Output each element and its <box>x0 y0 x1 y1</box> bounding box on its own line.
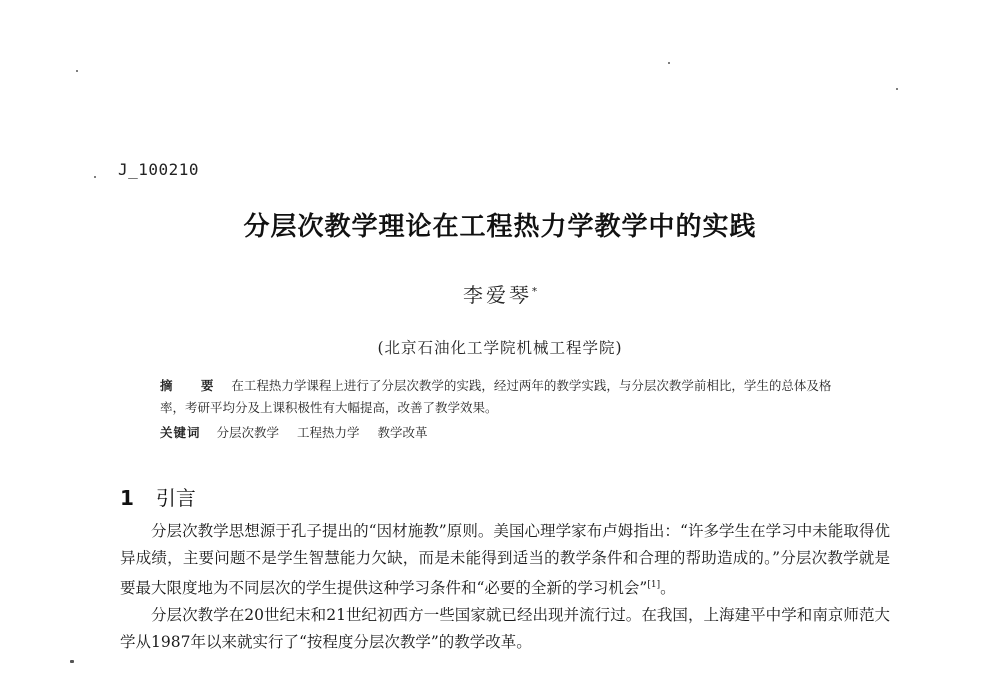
paragraph-text: 分层次教学在20世纪末和21世纪初西方一些国家就已经出现并流行过。在我国，上海建平中学和南京师范大学从1987年以来就实行了“按程度分层次教学”的教学改革。 <box>120 606 890 652</box>
abstract-text: 在工程热力学课程上进行了分层次教学的实践，经过两年的教学实践，与分层次教学前相比，学生的总体及格率，考研平均分及上课积极性有大幅提高，改善了教学效果。 <box>160 378 832 415</box>
paragraph <box>120 602 890 656</box>
keywords-label: 关键词 <box>160 425 201 440</box>
paragraph-text: 分层次教学思想源于孔子提出的“因材施教”原则。美国心理学家布卢姆指出：“许多学生在学习中未能取得优异成绩，主要问题不是学生智慧能力欠缺，而是未能得到适当的教学条件和合理的帮助造成的。”分层次教学就是要最大限度地为不同层次的学生提供这种学习条件和“必要的全新的学习机会” <box>120 522 890 598</box>
abstract-label: 摘 要 <box>160 378 226 393</box>
citation: [1] <box>647 580 661 590</box>
section-number: 1 <box>120 486 134 510</box>
abstract <box>160 375 850 419</box>
keywords <box>160 422 850 444</box>
section-heading <box>120 482 196 511</box>
scan-speck <box>70 660 74 663</box>
paragraph-tail: 。 <box>660 579 676 598</box>
paper-title: 分层次教学理论在工程热力学教学中的实践 <box>243 212 757 242</box>
section-title: 引言 <box>155 486 196 510</box>
affiliation: (北京石油化工学院机械工程学院) <box>377 339 623 357</box>
scan-speck <box>896 88 898 90</box>
scan-speck <box>94 176 96 178</box>
keyword-item: 分层次教学 <box>216 425 280 440</box>
document-id: J_100210 <box>118 160 200 179</box>
paragraph <box>120 518 890 602</box>
author-name: 李爱琴 <box>463 283 532 307</box>
author <box>0 279 1000 308</box>
scan-speck <box>76 70 78 72</box>
scan-speck <box>668 62 670 64</box>
keyword-item: 工程热力学 <box>297 425 360 440</box>
body-text <box>120 518 890 656</box>
author-footnote-mark: * <box>532 286 537 298</box>
keyword-item: 教学改革 <box>377 425 428 440</box>
